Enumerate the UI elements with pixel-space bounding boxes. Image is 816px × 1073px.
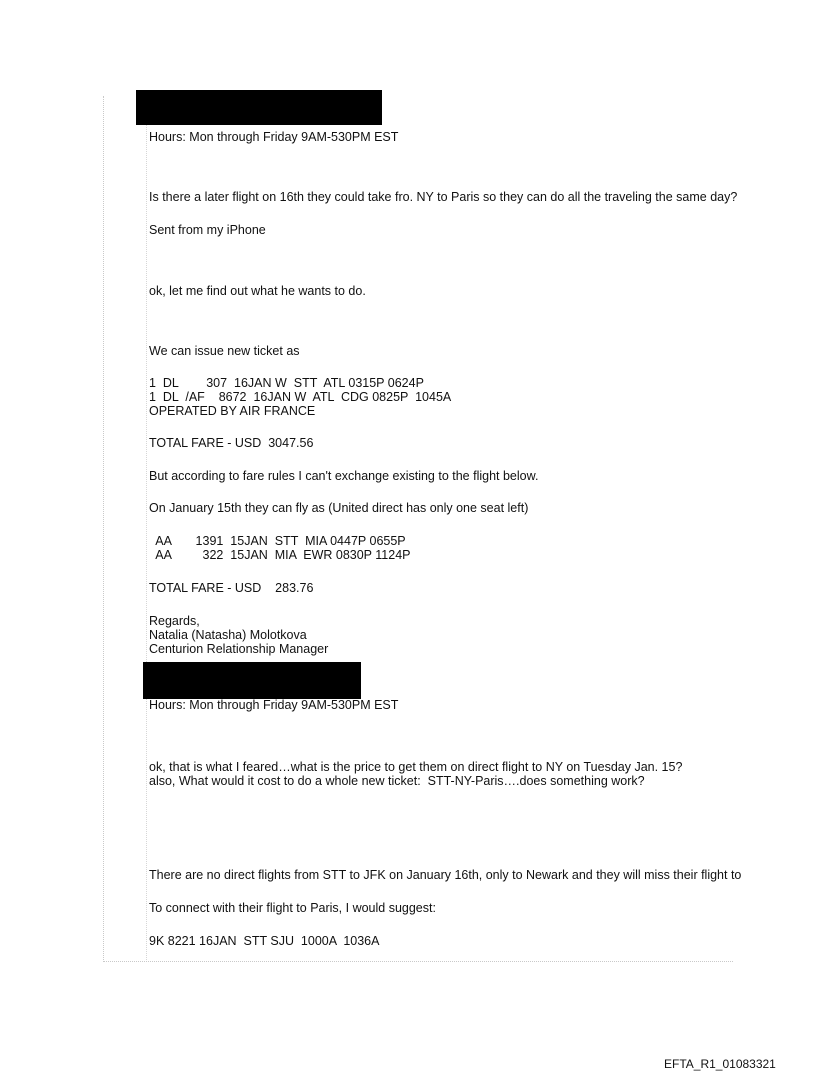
- signature-title: Centurion Relationship Manager: [149, 642, 329, 656]
- issue-ticket-intro: We can issue new ticket as: [149, 344, 300, 358]
- flight-segment-1: 1 DL 307 16JAN W STT ATL 0315P 0624P: [149, 376, 424, 390]
- office-hours-text: Hours: Mon through Friday 9AM-530PM EST: [149, 130, 399, 144]
- office-hours-text-2: Hours: Mon through Friday 9AM-530PM EST: [149, 698, 399, 712]
- question-message: Is there a later flight on 16th they could take fro. NY to Paris so they can do all the traveling the same day?: [149, 190, 738, 204]
- thread-inner-border: [146, 120, 148, 962]
- redaction-block-bottom: [143, 662, 361, 699]
- question-2-line-2: also, What would it cost to do a whole new ticket: STT-NY-Paris….does something work?: [149, 774, 645, 788]
- operated-by-note: OPERATED BY AIR FRANCE: [149, 404, 316, 418]
- flight-segment-2: 1 DL /AF 8672 16JAN W ATL CDG 0825P 1045A: [149, 390, 452, 404]
- signature-name: Natalia (Natasha) Molotkova: [149, 628, 307, 642]
- redaction-block-top: [136, 90, 382, 125]
- total-fare-2: TOTAL FARE - USD 283.76: [149, 581, 314, 595]
- fare-rules-note: But according to fare rules I can't exchange existing to the flight below.: [149, 469, 539, 483]
- flight-segment-4: AA 322 15JAN MIA EWR 0830P 1124P: [149, 548, 411, 562]
- reply-message: ok, let me find out what he wants to do.: [149, 284, 366, 298]
- flight-segment-3: AA 1391 15JAN STT MIA 0447P 0655P: [149, 534, 406, 548]
- sent-from-signature: Sent from my iPhone: [149, 223, 266, 237]
- no-direct-flights-note: There are no direct flights from STT to JFK on January 16th, only to Newark and they will miss their flight to: [149, 868, 742, 882]
- flight-segment-5: 9K 8221 16JAN STT SJU 1000A 1036A: [149, 934, 380, 948]
- regards-closing: Regards,: [149, 614, 200, 628]
- thread-left-border: [103, 96, 105, 962]
- thread-bottom-border: [103, 961, 733, 963]
- question-2-line-1: ok, that is what I feared…what is the price to get them on direct flight to NY on Tuesday Jan. 15?: [149, 760, 683, 774]
- jan15-intro: On January 15th they can fly as (United direct has only one seat left): [149, 501, 529, 515]
- document-id-footer: EFTA_R1_01083321: [664, 1057, 776, 1071]
- total-fare-1: TOTAL FARE - USD 3047.56: [149, 436, 314, 450]
- connect-suggestion: To connect with their flight to Paris, I would suggest:: [149, 901, 436, 915]
